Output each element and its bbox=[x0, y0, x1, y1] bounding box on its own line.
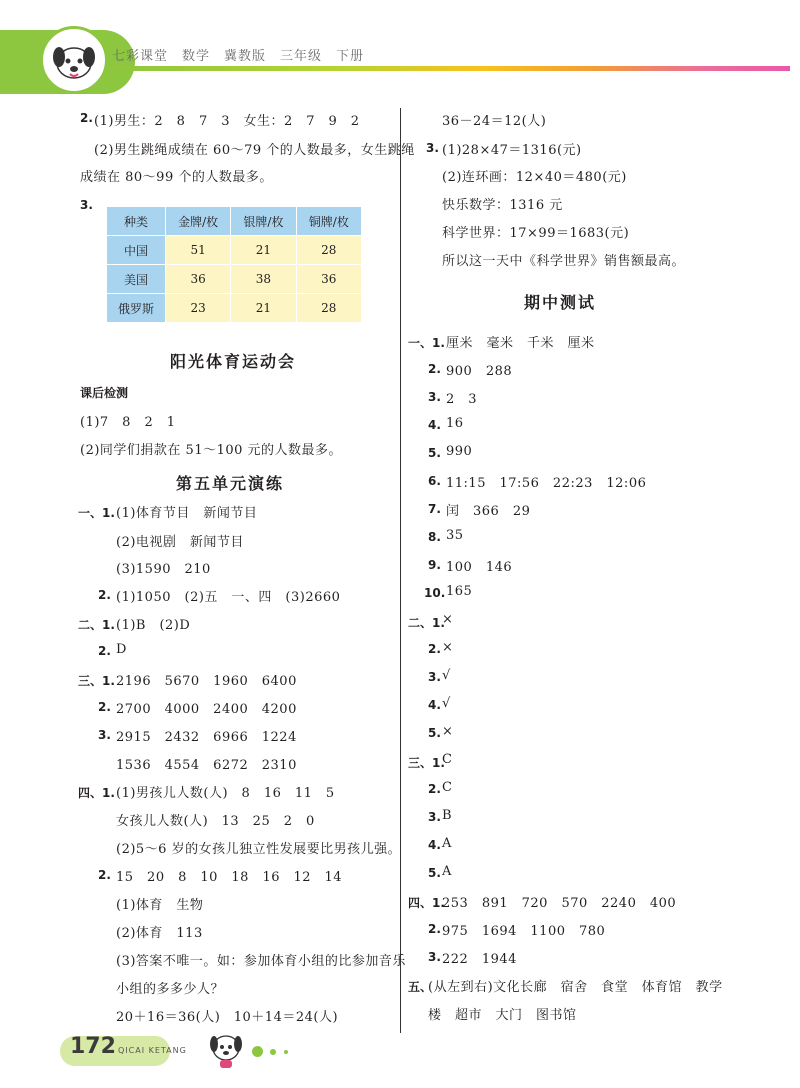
q-number: 2. bbox=[98, 868, 111, 882]
mascot-dog-icon bbox=[204, 1026, 248, 1074]
answer-line: (从左到右)文化长廊 宿舍 食堂 体育馆 教学 bbox=[428, 980, 723, 995]
q-number: 2. bbox=[428, 922, 441, 936]
q-number: 四、1. bbox=[78, 786, 115, 800]
answer-line: (2)电视剧 新闻节目 bbox=[116, 535, 244, 550]
section-heading: 阳光体育运动会 bbox=[170, 352, 297, 371]
mascot-dog-icon bbox=[40, 26, 108, 94]
q-number: 3. bbox=[428, 810, 441, 824]
answer-line: 小组的多多少人？ bbox=[116, 982, 225, 997]
answer-line: 16 bbox=[446, 416, 464, 431]
answer-line: (1)28×47＝1316(元) bbox=[442, 143, 582, 158]
answer-line: 1536 4554 6272 2310 bbox=[116, 758, 297, 773]
decor-dot bbox=[270, 1049, 276, 1055]
answer-line: 975 1694 1100 780 bbox=[442, 924, 606, 939]
answer-line: B bbox=[442, 808, 453, 823]
q-number: 7. bbox=[428, 502, 441, 516]
answer-line: 222 1944 bbox=[442, 952, 517, 967]
answer-line: (1)体育节目 新闻节目 bbox=[116, 506, 258, 521]
table-cell: 28 bbox=[296, 294, 361, 323]
answer-line: (1)男生：2 8 7 3 女生：2 7 9 2 bbox=[94, 114, 360, 129]
answer-line: 快乐数学：1316 元 bbox=[442, 198, 563, 213]
answer-line: 35 bbox=[446, 528, 464, 543]
q-number: 2. bbox=[98, 644, 111, 658]
q-number: 三、1. bbox=[78, 674, 115, 688]
answer-mark: × bbox=[442, 612, 454, 627]
decor-dot bbox=[252, 1046, 263, 1057]
table-row bbox=[107, 294, 362, 323]
q-number: 2. bbox=[428, 362, 441, 376]
answer-line: 900 288 bbox=[446, 364, 513, 379]
answer-line: (3)答案不唯一。如：参加体育小组的比参加音乐 bbox=[116, 954, 406, 969]
answer-line: 100 146 bbox=[446, 560, 513, 575]
answer-line: 20＋16＝36(人) 10＋14＝24(人) bbox=[116, 1010, 339, 1025]
answer-line: 2700 4000 2400 4200 bbox=[116, 702, 297, 717]
answer-line: 科学世界：17×99＝1683(元) bbox=[442, 226, 630, 241]
table-cell: 21 bbox=[231, 294, 296, 323]
q-number: 5. bbox=[428, 446, 441, 460]
q-number: 3. bbox=[98, 728, 111, 742]
q-number: 3. bbox=[426, 141, 439, 155]
q-number: 4. bbox=[428, 698, 441, 712]
answer-line: 15 20 8 10 18 16 12 14 bbox=[116, 870, 343, 885]
q-number: 2. bbox=[428, 642, 441, 656]
answer-mark: × bbox=[442, 724, 454, 739]
table-header-cell: 银牌/枚 bbox=[231, 207, 296, 236]
subsection-title: 课后检测 bbox=[80, 386, 129, 400]
answer-line: 成绩在 80～99 个的人数最多。 bbox=[80, 170, 273, 185]
header-title: 七彩课堂 数学 冀教版 三年级 下册 bbox=[112, 49, 365, 64]
q-number: 一、1. bbox=[78, 506, 115, 520]
section-heading: 第五单元演练 bbox=[176, 474, 285, 493]
q-number: 3. bbox=[428, 670, 441, 684]
answer-line: 楼 超市 大门 图书馆 bbox=[428, 1008, 577, 1023]
q-number: 8. bbox=[428, 530, 441, 544]
answer-line: (2)5～6 岁的女孩儿独立性发展要比男孩儿强。 bbox=[116, 842, 402, 857]
medal-table bbox=[106, 206, 362, 323]
answer-line: 2196 5670 1960 6400 bbox=[116, 674, 297, 689]
q-number: 10. bbox=[424, 586, 446, 600]
table-header-cell: 铜牌/枚 bbox=[296, 207, 361, 236]
answer-line: 厘米 毫米 千米 厘米 bbox=[446, 336, 595, 351]
q-number: 2. bbox=[98, 588, 111, 602]
q-number: 5. bbox=[428, 866, 441, 880]
footer-brand: QICAI KETANG bbox=[118, 1046, 187, 1055]
answer-line: (1)体育 生物 bbox=[116, 898, 204, 913]
answer-line: A bbox=[442, 836, 452, 851]
answer-line: 36－24＝12(人) bbox=[442, 114, 547, 129]
q-number: 2. bbox=[98, 700, 111, 714]
table-row bbox=[107, 236, 362, 265]
answer-line: (1)B (2)D bbox=[116, 618, 191, 633]
section-heading: 期中测试 bbox=[524, 293, 597, 312]
q-number: 二、1. bbox=[78, 618, 115, 632]
q-number: 6. bbox=[428, 474, 441, 488]
table-cell: 23 bbox=[165, 294, 230, 323]
q-number: 一、1. bbox=[408, 336, 445, 350]
answer-line: 2 3 bbox=[446, 392, 478, 407]
q-number: 三、1. bbox=[408, 756, 445, 770]
answer-line: (1)男孩儿人数(人) 8 16 11 5 bbox=[116, 786, 335, 801]
table-header-row bbox=[107, 207, 362, 236]
q-number: 2. bbox=[428, 782, 441, 796]
q-number: 四、1. bbox=[408, 896, 445, 910]
answer-mark: √ bbox=[442, 668, 451, 683]
answer-line: 165 bbox=[446, 584, 473, 599]
table-cell: 美国 bbox=[107, 265, 166, 294]
answer-line: 所以这一天中《科学世界》销售额最高。 bbox=[442, 254, 686, 269]
answer-line: A bbox=[442, 864, 452, 879]
answer-line: 990 bbox=[446, 444, 473, 459]
q-number: 3. bbox=[80, 198, 93, 212]
answer-mark: × bbox=[442, 640, 454, 655]
answer-line: C bbox=[442, 780, 453, 795]
q-number: 3. bbox=[428, 950, 441, 964]
decor-dot bbox=[284, 1050, 288, 1054]
table-header-cell: 金牌/枚 bbox=[165, 207, 230, 236]
q-number: 4. bbox=[428, 418, 441, 432]
q-number: 五、 bbox=[408, 980, 433, 994]
table-cell: 38 bbox=[231, 265, 296, 294]
q-number: 二、1. bbox=[408, 616, 445, 630]
q-number: 2. bbox=[80, 111, 93, 125]
table-cell: 俄罗斯 bbox=[107, 294, 166, 323]
page-number: 172 bbox=[70, 1034, 116, 1059]
answer-line: 11:15 17:56 22:23 12:06 bbox=[446, 476, 647, 491]
table-cell: 中国 bbox=[107, 236, 166, 265]
table-row bbox=[107, 265, 362, 294]
answer-line: (2)男生跳绳成绩在 60～79 个的人数最多，女生跳绳 bbox=[94, 143, 415, 158]
header-rainbow-line bbox=[100, 66, 790, 71]
table-cell: 36 bbox=[165, 265, 230, 294]
table-cell: 36 bbox=[296, 265, 361, 294]
q-number: 5. bbox=[428, 726, 441, 740]
table-cell: 51 bbox=[165, 236, 230, 265]
q-number: 4. bbox=[428, 838, 441, 852]
answer-line: 女孩儿人数(人) 13 25 2 0 bbox=[116, 814, 315, 829]
answer-line: 253 891 720 570 2240 400 bbox=[442, 896, 677, 911]
answer-line: (1)7 8 2 1 bbox=[80, 415, 176, 430]
answer-line: (2)体育 113 bbox=[116, 926, 203, 941]
answer-mark: √ bbox=[442, 696, 451, 711]
table-cell: 21 bbox=[231, 236, 296, 265]
table-cell: 28 bbox=[296, 236, 361, 265]
q-number: 3. bbox=[428, 390, 441, 404]
answer-line: 闰 366 29 bbox=[446, 504, 531, 519]
table-header-cell: 种类 bbox=[107, 207, 166, 236]
column-divider bbox=[400, 108, 401, 1033]
answer-line: (2)连环画：12×40＝480(元) bbox=[442, 170, 627, 185]
answer-line: (3)1590 210 bbox=[116, 562, 211, 577]
answer-line: C bbox=[442, 752, 453, 767]
answer-line: D bbox=[116, 642, 127, 657]
answer-line: (2)同学们捐款在 51～100 元的人数最多。 bbox=[80, 443, 343, 458]
q-number: 9. bbox=[428, 558, 441, 572]
answer-line: 2915 2432 6966 1224 bbox=[116, 730, 297, 745]
answer-line: (1)1050 (2)五 一、四 (3)2660 bbox=[116, 590, 341, 605]
